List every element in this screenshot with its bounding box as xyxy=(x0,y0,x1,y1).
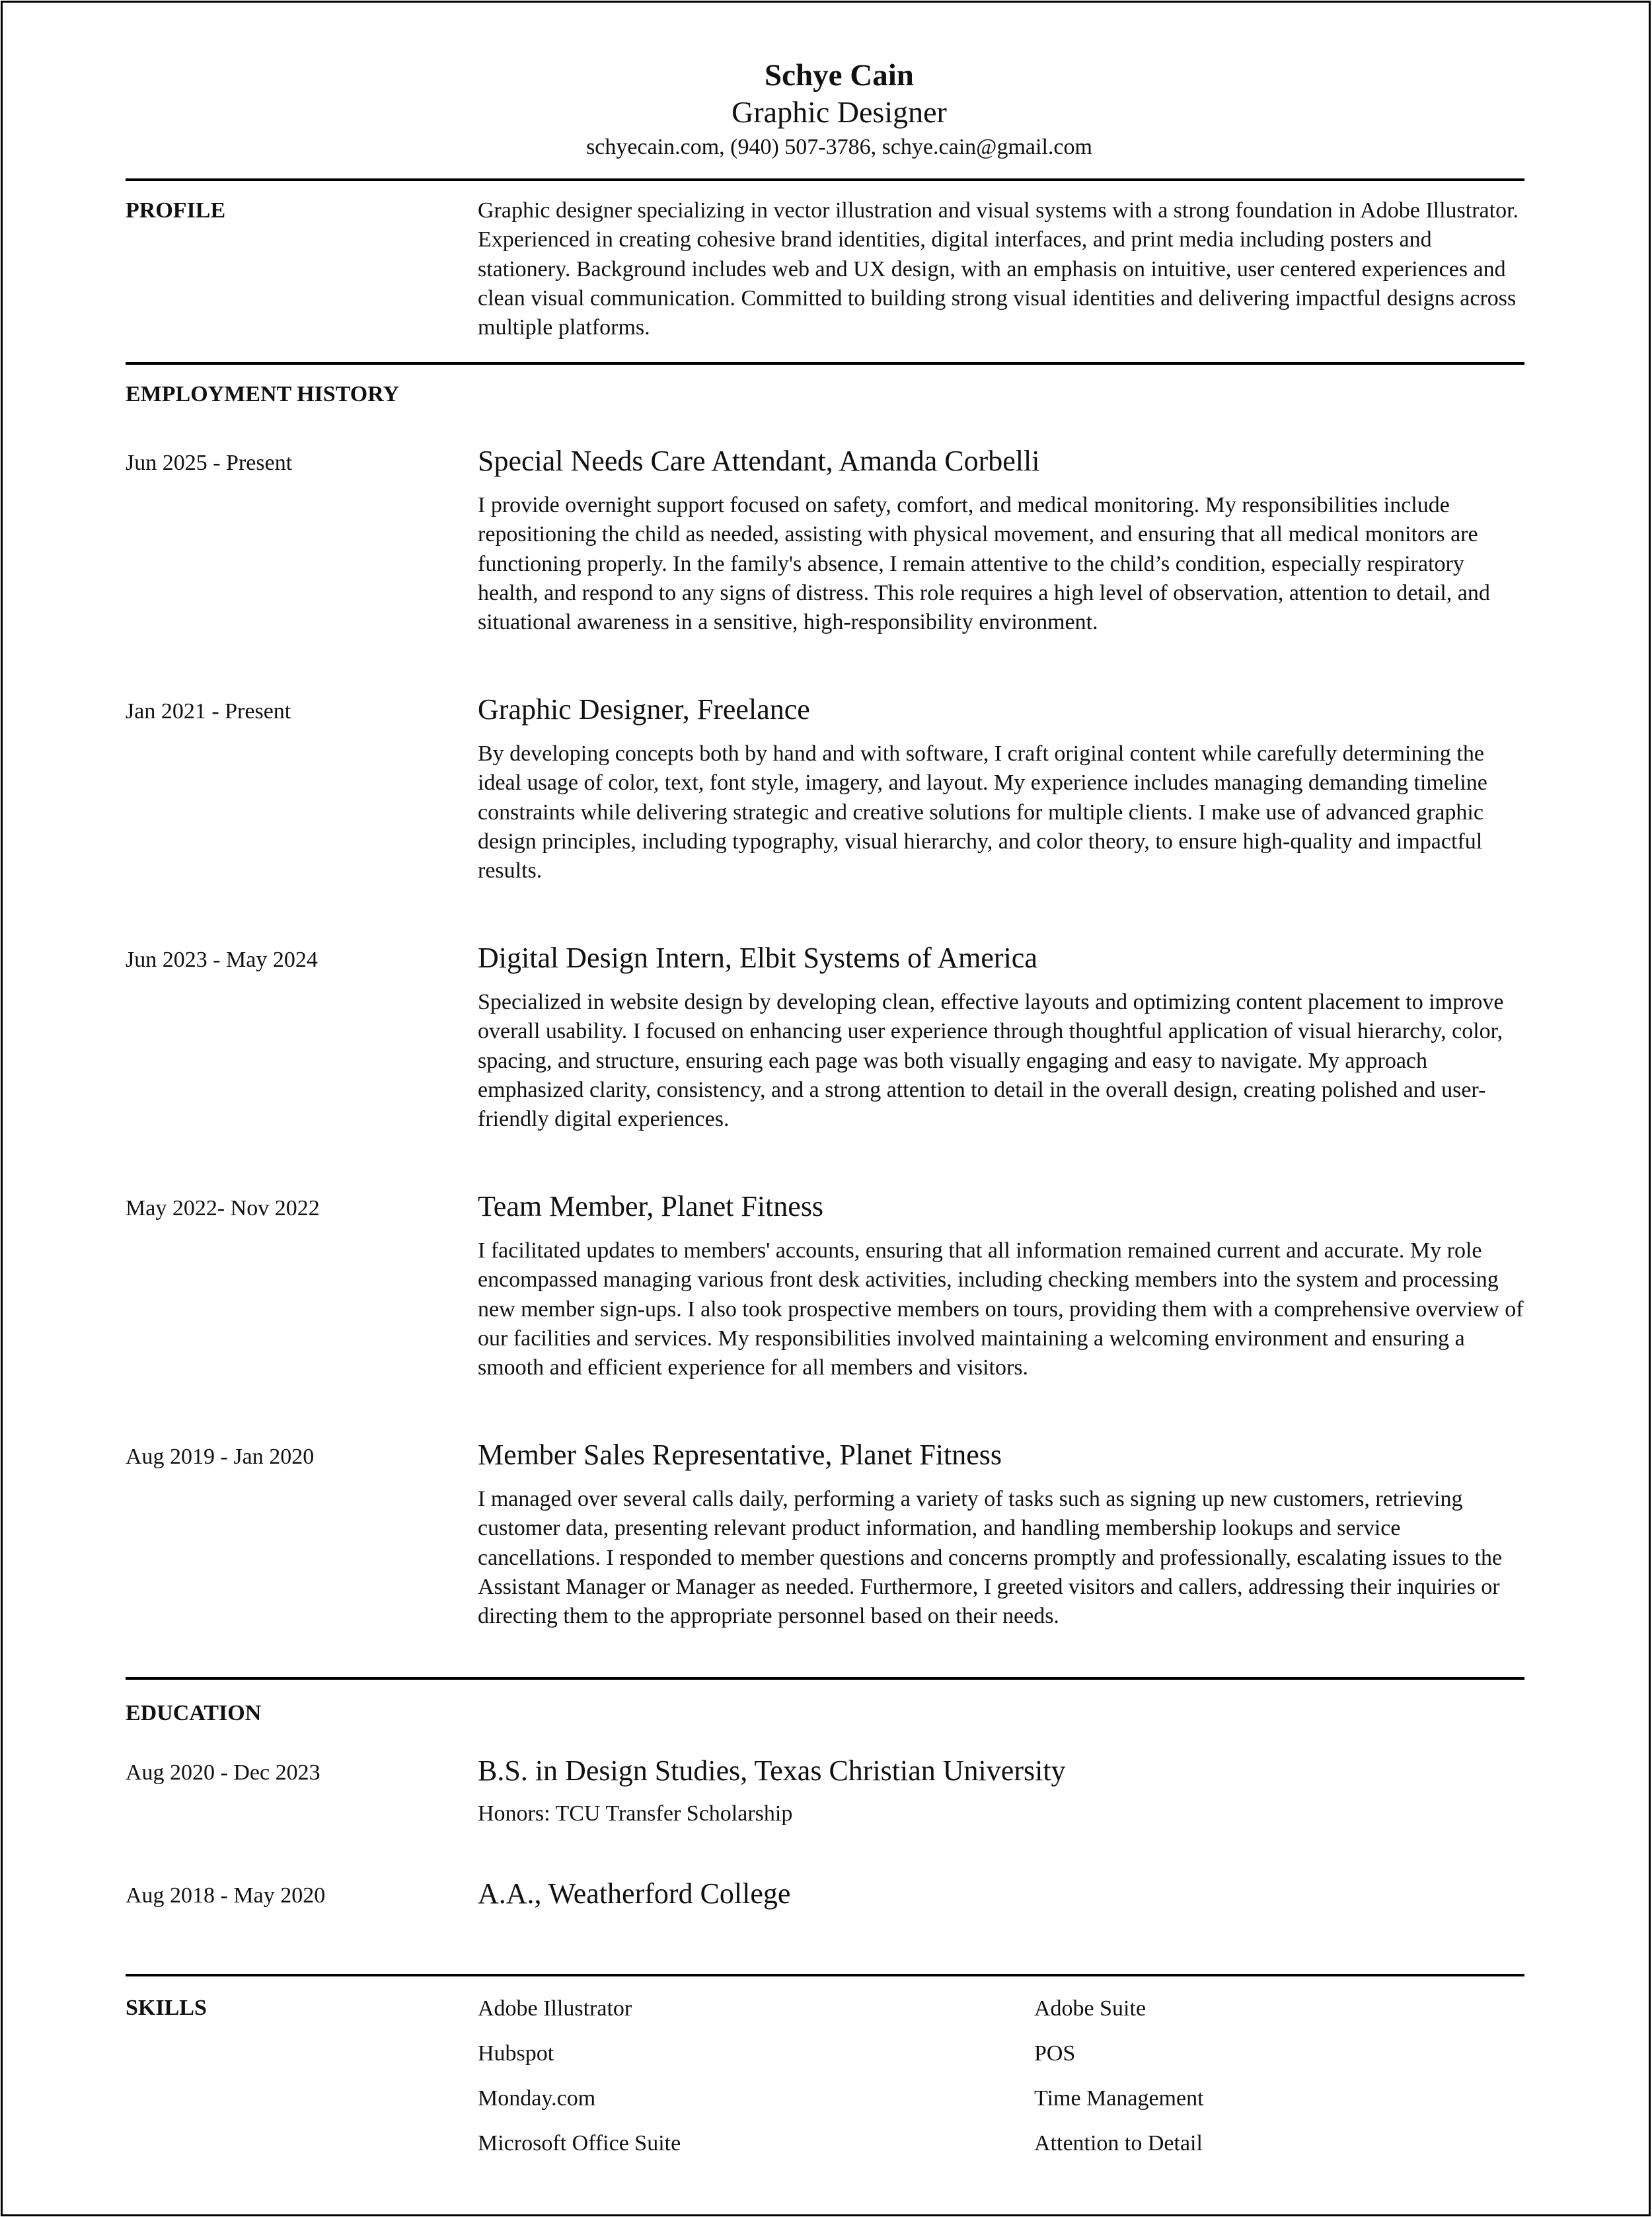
job-entry xyxy=(478,443,1528,637)
job-dates: May 2022- Nov 2022 xyxy=(126,1196,320,1221)
education-entry xyxy=(478,1753,1528,1828)
section-divider xyxy=(126,178,1524,181)
job-entry xyxy=(478,1437,1528,1631)
candidate-title: Graphic Designer xyxy=(732,95,947,129)
job-title: Graphic Designer, Freelance xyxy=(478,693,810,726)
education-dates: Aug 2018 - May 2020 xyxy=(126,1883,326,1908)
skill-item: Microsoft Office Suite xyxy=(478,2131,681,2156)
job-description: Specialized in website design by developing clean, effective layouts and optimizing content placement to improve overall usability. I focused on enhancing user experience through thoughtful application of visual hierarchy, color, spacing, and structure, ensuring each page was both visually engaging and easy to navigate. My approach emphasized clarity, consistency, and a strong attention to detail in the overall design, creating polished and user-friendly digital experiences. xyxy=(478,990,1504,1132)
degree-title: A.A., Weatherford College xyxy=(478,1877,791,1910)
job-title: Special Needs Care Attendant, Amanda Corbelli xyxy=(478,445,1040,477)
job-title: Digital Design Intern, Elbit Systems of America xyxy=(478,942,1037,974)
section-divider xyxy=(126,1974,1524,1976)
job-entry xyxy=(478,1189,1528,1382)
job-title: Member Sales Representative, Planet Fitness xyxy=(478,1439,1002,1471)
profile-section xyxy=(478,196,1528,342)
education-heading: EDUCATION xyxy=(126,1701,262,1725)
skills-heading: SKILLS xyxy=(126,1996,207,2020)
job-description: I managed over several calls daily, performing a variety of tasks such as signing up new customers, retrieving customer data, presenting relevant product information, and handling membership lookups and service cancellations. I responded to member questions and concerns promptly and professionally, escalating issues to the Assistant Manager or Manager as needed. Furthermore, I greeted visitors and callers, addressing their inquiries or directing them to the appropriate personnel based on their needs. xyxy=(478,1487,1503,1629)
job-description: I provide overnight support focused on safety, comfort, and medical monitoring. My responsibilities include repositioning the child as needed, assisting with physical movement, and ensuring that all medical monitors are functioning properly. In the family's absence, I remain attentive to the child’s condition, especially respiratory health, and respond to any signs of distress. This role requires a high level of observation, attention to detail, and situational awareness in a sensitive, high-responsibility environment. xyxy=(478,493,1490,635)
skill-item: Monday.com xyxy=(478,2086,596,2111)
profile-text: Graphic designer specializing in vector illustration and visual systems with a strong foundation in Adobe Illustrator. Experienced in creating cohesive brand identities, digital interfaces, and print media including posters and stationery. Background includes web and UX design, with an emphasis on intuitive, user centered experiences and clean visual communication. Committed to building strong visual identities and delivering impactful designs across multiple platforms. xyxy=(478,198,1519,340)
job-entry xyxy=(478,940,1528,1134)
education-dates: Aug 2020 - Dec 2023 xyxy=(126,1760,320,1785)
employment-heading: EMPLOYMENT HISTORY xyxy=(126,382,400,406)
section-divider xyxy=(126,1677,1524,1680)
honors-text: Honors: TCU Transfer Scholarship xyxy=(478,1801,793,1826)
section-divider xyxy=(126,362,1524,365)
skill-item: POS xyxy=(1034,2041,1076,2066)
skill-item: Adobe Illustrator xyxy=(478,1996,632,2021)
job-entry xyxy=(478,692,1528,885)
candidate-name: Schye Cain xyxy=(765,58,914,93)
skill-item: Adobe Suite xyxy=(1034,1996,1146,2021)
job-dates: Jan 2021 - Present xyxy=(126,699,291,724)
contact-info: schyecain.com, (940) 507-3786, schye.cain@gmail.com xyxy=(586,135,1092,159)
resume-header xyxy=(0,57,1652,164)
profile-heading: PROFILE xyxy=(126,198,226,223)
education-entry xyxy=(478,1876,1528,1912)
skill-item: Hubspot xyxy=(478,2041,554,2066)
job-dates: Jun 2023 - May 2024 xyxy=(126,948,318,972)
job-dates: Jun 2025 - Present xyxy=(126,451,293,475)
job-description: I facilitated updates to members' accounts, ensuring that all information remained current and accurate. My role encompassed managing various front desk activities, including checking members into the system and processing new member sign-ups. I also took prospective members on tours, providing them with a comprehensive overview of our facilities and services. My responsibilities involved maintaining a welcoming environment and ensuring a smooth and efficient experience for all members and visitors. xyxy=(478,1238,1524,1380)
skill-item: Time Management xyxy=(1034,2086,1204,2111)
skill-item: Attention to Detail xyxy=(1034,2131,1203,2156)
degree-title: B.S. in Design Studies, Texas Christian University xyxy=(478,1754,1066,1787)
job-description: By developing concepts both by hand and with software, I craft original content while carefully determining the ideal usage of color, text, font style, imagery, and layout. My experience includes managing demanding timeline constraints while delivering strategic and creative solutions for multiple clients. I make use of advanced graphic design principles, including typography, visual hierarchy, and color theory, to ensure high-quality and impactful results. xyxy=(478,741,1487,883)
job-title: Team Member, Planet Fitness xyxy=(478,1190,824,1222)
job-dates: Aug 2019 - Jan 2020 xyxy=(126,1445,315,1469)
